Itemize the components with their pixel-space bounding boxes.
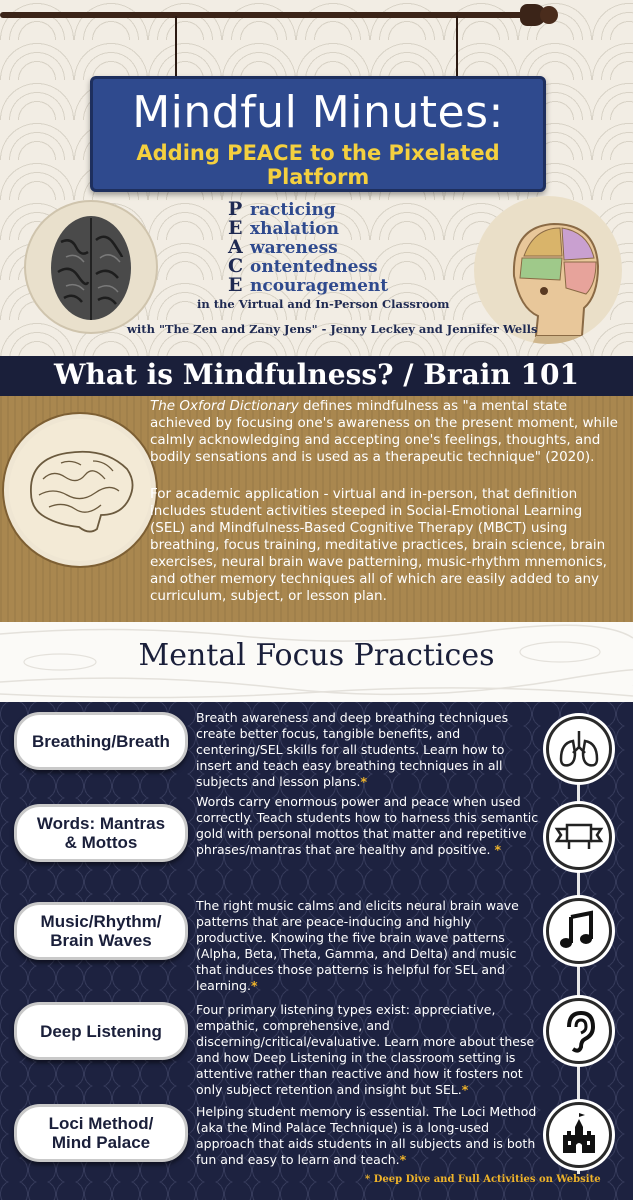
acronym-word: xhalation <box>250 219 339 239</box>
acronym-row <box>228 238 388 257</box>
ear-icon <box>546 998 612 1064</box>
practices-section <box>0 702 633 1200</box>
acronym-row <box>228 257 388 276</box>
academic-application-text: For academic application - virtual and in-person, that definition includes student activities steeped in Social-Emotional Learning (SEL) and Mindfulness-Based Cognitive Therapy (MBCT) using breathing, focus training, meditative practices, brain science, brain exercises, neural brain wave patterning, music-rhythm mnemonics, and other memory techniques all of which are easily added to any curriculum, subject, or lesson plan. <box>150 486 607 604</box>
acronym-letter: C <box>228 255 244 277</box>
acronym-letter: A <box>228 236 243 258</box>
practice-label-text: Mind Palace <box>51 1133 151 1152</box>
asterisk-marker: * <box>461 1082 469 1097</box>
acronym-letter: P <box>228 198 243 220</box>
lungs-icon <box>546 716 612 782</box>
practice-description-text: Helping student memory is essential. The Loci Method (aka the Mind Palace Technique) is a long-used approach that aids students in all subjects and is both fun and easy to learn and teach. <box>196 1104 537 1167</box>
definition-text: defines mindfulness as "a mental state achieved by focusing one's awareness on the present moment, while calmly acknowledging and accepting one's feelings, thoughts, and bodily sensations and is used as a therapeutic technique" (2020). <box>150 398 618 465</box>
curtain-rod <box>0 12 540 18</box>
practice-label-text: Loci Method/ <box>48 1114 154 1133</box>
practice-description-text: Four primary listening types exist: appreciative, empathic, comprehensive, and discerning/critical/evaluative. Learn more about these and how Deep Listening in the classroom setting is attentive rather than reactive and how it fosters not only subject retention and insight but SEL. <box>196 1002 535 1097</box>
hanging-wire-left <box>175 16 177 82</box>
acronym-word: ncouragement <box>250 276 389 296</box>
brain-sketch-illustration <box>4 414 156 566</box>
practice-label-text: Brain Waves <box>50 931 152 950</box>
practice-description <box>196 710 540 790</box>
asterisk-marker: * <box>399 1152 407 1167</box>
practice-description-text: Words carry enormous power and peace when used correctly. Teach students how to harness this semantic gold with personal mottos that matter and repetitive phrases/mantras that are healthy and positive. <box>196 794 539 857</box>
practice-label-breathing <box>14 712 188 770</box>
practice-label-listening <box>14 1002 188 1060</box>
acronym-letter: E <box>228 274 243 296</box>
acronym-row <box>228 200 388 219</box>
title-banner <box>90 76 546 192</box>
acronym-word: wareness <box>250 238 338 258</box>
practice-label-loci <box>14 1104 188 1162</box>
curtain-rod-knob <box>540 6 558 24</box>
practice-label-text: Deep Listening <box>40 1021 162 1041</box>
practice-description <box>196 1104 540 1168</box>
header-section <box>0 0 633 356</box>
hanging-wire-right <box>456 16 458 82</box>
brain-illustration <box>24 200 158 334</box>
practice-label-text: Breathing/Breath <box>32 731 170 751</box>
focus-header-section <box>0 622 633 702</box>
page-subtitle: Adding PEACE to the Pixelated Platform <box>136 141 500 189</box>
practice-label-text: & Mottos <box>64 833 138 852</box>
acronym-row <box>228 219 388 238</box>
castle-icon <box>546 1102 612 1168</box>
mindfulness-header-bar <box>0 356 633 396</box>
practice-description <box>196 898 540 994</box>
practice-description-text: Breath awareness and deep breathing techniques create better focus, tangible benefits, and centering/SEL skills for all students. Learn how to insert and teach easy breathing techniques in all subjects and lesson plans. <box>196 710 509 789</box>
asterisk-marker: * <box>494 842 502 857</box>
practice-label-text: Music/Rhythm/ <box>40 912 162 931</box>
asterisk-marker: * <box>250 978 258 993</box>
practice-label-music <box>14 902 188 960</box>
practice-description <box>196 794 540 858</box>
practice-label-text: Words: Mantras <box>36 814 166 833</box>
banner-icon <box>546 804 612 870</box>
mindfulness-heading: What is Mindfulness? / Brain 101 <box>54 358 579 391</box>
acronym-letter: E <box>228 217 243 239</box>
authors-line: with "The Zen and Zany Jens" - Jenny Leckey and Jennifer Wells <box>127 322 538 336</box>
focus-heading: Mental Focus Practices <box>138 638 495 673</box>
peace-acronym <box>228 200 388 295</box>
practice-label-words <box>14 804 188 862</box>
acronym-word: ontentedness <box>250 257 378 277</box>
music-note-icon <box>546 898 612 964</box>
practice-description-text: The right music calms and elicits neural brain wave patterns that are peace-inducing and highly productive. Knowing the five brain wave patterns (Alpha, Beta, Theta, Gamma, and Delta) and music that induces those patterns is helpful for SEL and learning. <box>196 898 519 993</box>
mindfulness-section <box>0 356 633 622</box>
page-title: Mindful Minutes: <box>132 87 504 138</box>
mindfulness-definition <box>150 398 620 466</box>
practice-description <box>196 1002 540 1098</box>
website-footnote: * Deep Dive and Full Activities on Website <box>365 1174 601 1185</box>
asterisk-marker: * <box>360 774 368 789</box>
acronym-tagline: in the Virtual and In-Person Classroom <box>197 297 450 311</box>
acronym-row <box>228 276 388 295</box>
acronym-word: racticing <box>250 200 336 220</box>
oxford-dictionary-citation: The Oxford Dictionary <box>150 398 299 414</box>
